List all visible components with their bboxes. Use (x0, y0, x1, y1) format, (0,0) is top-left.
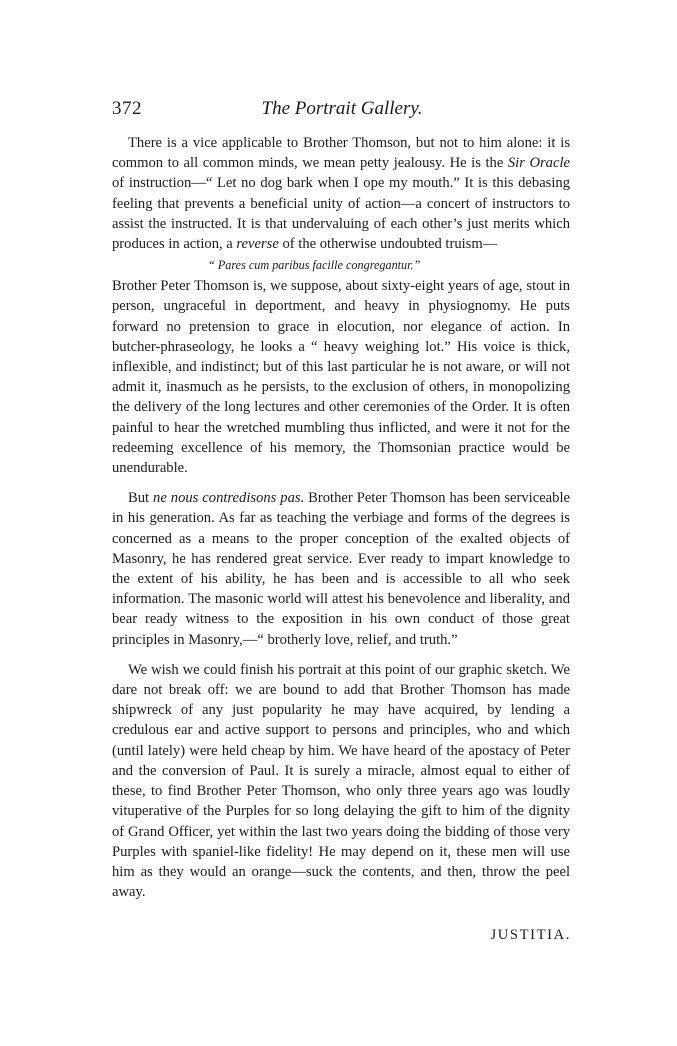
page-number: 372 (112, 98, 142, 119)
running-head: The Portrait Gallery. (261, 98, 423, 119)
text-run: Brother Peter Thomson is, we suppose, about sixty-eight years of age, stout in person, ungraceful in deportment, and heavy in physiognomy. He puts forward no pretension to grace in elocution, nor elegance of action. In butcher-phraseology, he looks a “ heavy weighing lot.” His voice is thick, inflexible, and indistinct; but of this last particular he is not aware, or will not admit it, inasmuch as he persists, to the exclusion of others, in monopolizing the delivery of the long lectures and other ceremonies of the Order. It is often painful to hear the wretched mumbling thus inflicted, and were it not for the redeeming excellence of his memory, the Thomsonian practice would be unendurable. (112, 278, 570, 477)
text-run: of instruction—“ Let no dog bark when I ope my mouth.” It is this debasing feeling that prevents a beneficial unity of action—a concert of instructors to assist the instructed. It is that undervaluing of each other’s just merits which produces in action, a (112, 175, 570, 253)
text-run: We wish we could finish his portrait at this point of our graphic sketch. We dare not break off: we are bound to add that Brother Thomson has made shipwreck of any just popularity he may have acquired, by lending a credulous ear and active support to persons and principles, who and which (until lately) were held cheap by him. We have heard of the apostacy of Peter and the conversion of Paul. It is surely a miracle, almost equal to either of these, to find Brother Peter Thomson, who only three years ago was loudly vituperative of the Purples for so long delaying the gift to him of the dignity of Grand Officer, yet within the last two years doing the bidding of those very Purples with spaniel-like fidelity! He may depend on it, these men will use him as they would an orange—suck the contents, and then, throw the peel away. (112, 661, 570, 901)
body-text (112, 133, 570, 902)
paragraph-vice (112, 133, 570, 254)
text-run: Brother Peter Thomson has been serviceable in his generation. As far as teaching the verbiage and forms of the degrees is concerned as a means to the proper conception of the exalted objects of Masonry, he has rendered great service. Ever ready to impart knowledge to the extent of his ability, he has been and is accessible to all who seek information. The masonic world will attest his benevolence and liberality, and bear ready witness to the exposition in his own conduct of those great principles in Masonry,—“ brotherly love, relief, and truth.” (112, 490, 570, 648)
text-run: But (128, 490, 154, 507)
italic-phrase: Sir Oracle (507, 155, 570, 172)
italic-phrase: reverse (236, 236, 279, 253)
page-header (112, 98, 572, 124)
signature: JUSTITIA. (490, 927, 571, 943)
paragraph-service (112, 488, 570, 650)
paragraph-conclusion (112, 660, 570, 902)
text-run: of the otherwise undoubted truism— (278, 236, 498, 253)
latin-quotation: “ Pares cum paribus facille congregantur.” (208, 258, 421, 273)
paragraph-description (112, 276, 570, 478)
text-run: There is a vice applicable to Brother Thomson, but not to him alone: it is common to all common minds, we mean petty jealousy. He is the (112, 135, 570, 172)
italic-phrase: ne nous contredisons pas. (153, 490, 305, 507)
